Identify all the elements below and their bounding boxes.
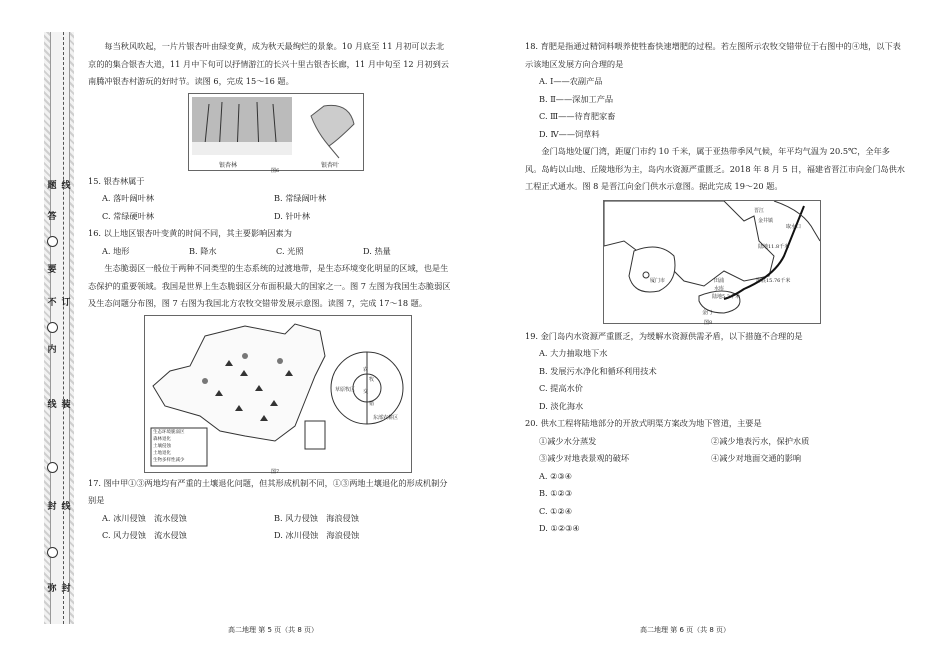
q17-options xyxy=(102,510,452,528)
strip-char: 封 xyxy=(47,502,57,512)
label-jinmen: 金门 xyxy=(702,309,713,316)
legend-item: 土地退化 xyxy=(153,450,171,456)
label-jinjiang: 晋江 xyxy=(754,207,765,214)
q19-option-a: A. 大力抽取地下水 xyxy=(539,348,608,358)
q16-option-a: A. 地形 xyxy=(102,245,130,256)
q15-option-c: C. 常绿硬叶林 xyxy=(102,210,155,221)
label-land-11-8km: 陆地11.8千米 xyxy=(758,243,790,250)
ginkgo-leaf-drawing xyxy=(311,105,354,146)
q18-stem: 18. 育肥是指通过精饲料喂养使牲畜快速增肥的过程。若左图所示农牧交错带位于右图中的④地，以下表示该地区发展方向合理的是 xyxy=(525,41,901,69)
binding-circle xyxy=(47,547,58,558)
q20-option-b: B. ①②③ xyxy=(539,488,573,498)
q20-option-d: D. ①②③④ xyxy=(539,523,580,533)
strip-char: 题 xyxy=(47,181,57,191)
q17-option-c: C. 风力侵蚀 流水侵蚀 xyxy=(102,530,187,540)
q16-option-d: D. 热量 xyxy=(363,245,391,256)
right-column xyxy=(525,38,905,538)
q15-option-d: D. 针叶林 xyxy=(274,210,311,221)
q16-options xyxy=(102,243,452,261)
q18-option-a: A. Ⅰ——农副产品 xyxy=(539,76,603,86)
q18-option-c: C. Ⅲ——待育肥家畜 xyxy=(539,111,616,121)
intro-paragraph: 每当秋风吹起，一片片银杏叶由绿变黄，成为秋天最绚烂的景象。10 月底至 11 月初可以去北京的的集合银杏大道，11 月中下旬可以抒情游江的长兴十里古银杏长廊，11 月中旬至 12 月初到云南腾冲银杏村游玩的好时节。读图 6，完成 15～16 题。 xyxy=(88,41,449,86)
q19-option-c: C. 提高水价 xyxy=(539,383,583,393)
q16-stem: 16. 以上地区银杏叶变黄的时间不同，其主要影响因素为 xyxy=(88,228,292,238)
ring-label-grassland: 草原牧区 xyxy=(335,386,356,393)
fig7-legend xyxy=(153,429,185,464)
q15-option-a: A. 落叶阔叶林 xyxy=(102,193,155,203)
q17-option-b: B. 风力侵蚀 海浪侵蚀 xyxy=(274,512,359,523)
legend-item: 生态环境脆弱区 xyxy=(153,429,185,435)
jinmen-paragraph: 金门岛地处厦门湾，距厦门市约 10 千米，属于亚热带季风气候，年平均气温为 20.5℃，全年多风。岛屿以山地、丘陵地形为主，岛内水资源严重匮乏。2018 年 8 月 5 日，福建省晋江市向金门岛供水工程正式通水。图 8 是晋江向金门供水示意图。据此完成 19～20 题。 xyxy=(525,146,905,191)
china-outline xyxy=(153,324,325,441)
label-intake: 取水口 xyxy=(786,223,802,230)
ring-label: 农 xyxy=(363,366,369,373)
q19-option-d: D. 淡化海水 xyxy=(539,400,584,411)
figure-6 xyxy=(188,93,364,174)
strip-char: 装 xyxy=(61,400,71,410)
strip-char: 答 xyxy=(47,212,57,222)
label-xiamen: 厦门市 xyxy=(650,277,666,284)
legend-item: 土壤侵蚀 xyxy=(153,443,171,449)
fig8-caption: 图8 xyxy=(704,319,713,326)
q17-stem: 17. 图中甲①③两地均有严重的土壤退化问题，但其形成机制不同，①③两地土壤退化的形成机制分别是 xyxy=(88,477,448,505)
q15-options-2 xyxy=(102,208,452,226)
q18-option-b: B. Ⅱ——深加工产品 xyxy=(539,93,614,104)
strip-char: 内 xyxy=(47,345,57,355)
china-map-figure xyxy=(145,316,411,472)
binding-circle xyxy=(47,462,58,473)
strip-char: 线 xyxy=(61,181,71,191)
label-tianpu: 田浦 xyxy=(714,277,725,284)
figure-8 xyxy=(603,200,821,324)
legend-item: 生物多样性减少 xyxy=(153,457,185,463)
label-seabed-15-76km: 海底15.76千米 xyxy=(756,277,791,284)
ring-label: 牧 xyxy=(369,376,375,383)
q20-stem: 20. 供水工程将陆地部分的开放式明渠方案改为地下管道，主要是 xyxy=(525,418,762,428)
q17-option-a: A. 冰川侵蚀 流水侵蚀 xyxy=(102,512,187,523)
strip-char: 封 xyxy=(61,584,71,594)
q19-stem: 19. 金门岛内水资源严重匮乏，为缓解水资源供需矛盾，以下措施不合理的是 xyxy=(525,330,803,341)
strip-char: 订 xyxy=(61,298,71,308)
left-column xyxy=(88,38,452,545)
q17-option-d: D. 冰川侵蚀 海浪侵蚀 xyxy=(274,530,360,540)
q20-option-a: A. ②③④ xyxy=(539,470,573,481)
q19-option-b: B. 发展污水净化和循环利用技术 xyxy=(539,365,657,376)
page-footer-right: 高二地理 第 6 页（共 8 页） xyxy=(640,626,731,634)
q15-option-b: B. 常绿阔叶林 xyxy=(274,193,327,203)
label-reservoir: 水库 xyxy=(714,285,725,292)
q17-options-2 xyxy=(102,527,452,545)
q16-option-b: B. 降水 xyxy=(189,245,217,256)
cut-line xyxy=(63,32,64,624)
q20-statement-4: ④减少对地面交通的影响 xyxy=(711,453,802,463)
q15-options xyxy=(102,190,452,208)
strip-char: 线 xyxy=(61,502,71,512)
fig6-label-leaf: 银杏叶 xyxy=(321,161,340,169)
q20-statements xyxy=(539,433,905,451)
strip-char: 线 xyxy=(47,400,57,410)
fragile-zone-paragraph: 生态脆弱区一般位于两种不同类型的生态系统的过渡地带，是生态环境变化明显的区域，也是生态保护的重要领域。我国是世界上生态脆弱区分布面积最大的国家之一。图 7 左图为我国生态脆弱区及生态问题分布图，图 7 右图为我国北方农牧交错带发展示意图。读图 7，完成 17～18 题。 xyxy=(88,263,451,308)
fig6-label-forest: 银杏林 xyxy=(219,161,238,169)
legend-item: 森林退化 xyxy=(153,436,171,442)
strip-char: 要 xyxy=(47,265,57,275)
ring-label: 错 xyxy=(369,400,375,407)
q15-stem: 15. 银杏林属于 xyxy=(88,175,145,186)
q20-statement-1: ①减少水分蒸发 xyxy=(539,435,597,446)
q20-statement-3: ③减少对地表景观的破坏 xyxy=(539,453,630,463)
south-sea-inset xyxy=(305,421,325,449)
q16-option-c: C. 光照 xyxy=(276,245,304,256)
fig7-caption: 图7 xyxy=(271,468,280,475)
q20-statements-2 xyxy=(539,450,905,468)
q20-option-c: C. ①②④ xyxy=(539,505,573,516)
strip-char: 弥 xyxy=(47,584,57,594)
ring-label: 交 xyxy=(363,388,369,395)
ring-label-farmland: 东部农耕区 xyxy=(373,414,399,421)
label-land-5-2km: 陆地5.2千米 xyxy=(712,293,740,300)
q18-option-d: D. Ⅳ——饲草料 xyxy=(539,128,600,139)
page-footer-left: 高二地理 第 5 页（共 8 页） xyxy=(228,626,319,634)
fig6-caption: 图6 xyxy=(271,167,280,174)
figure-7 xyxy=(144,315,412,473)
binding-circle xyxy=(47,322,58,333)
strip-char: 不 xyxy=(47,298,57,308)
q20-statement-2: ②减少地表污水，保护水质 xyxy=(711,435,810,446)
label-jinjingzhen: 金井镇 xyxy=(758,217,774,224)
binding-circle xyxy=(47,236,58,247)
